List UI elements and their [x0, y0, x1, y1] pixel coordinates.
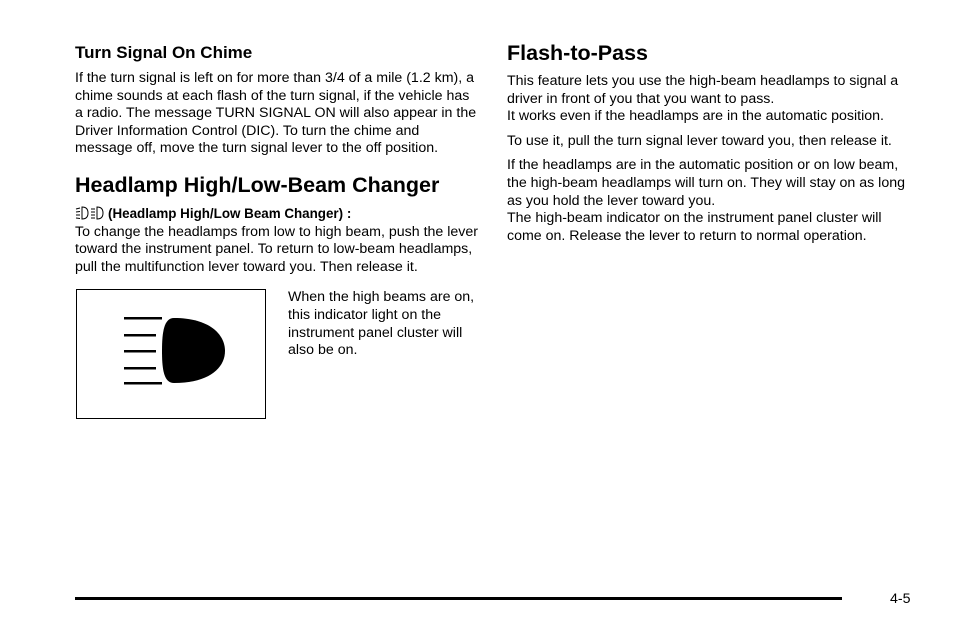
flash-para-1b: It works even if the headlamps are in the automatic position. — [507, 108, 884, 125]
right-column — [507, 40, 912, 252]
indicator-figure — [76, 289, 266, 419]
headlamp-body: To change the headlamps from low to high beam, push the lever toward the instrument panel. To return to low-beam headlamps, pull the multifunction lever toward you. Then release it. — [75, 223, 479, 275]
high-low-beam-icon — [75, 206, 105, 220]
figure-row — [75, 289, 480, 421]
flash-to-pass-heading: Flash-to-Pass — [507, 41, 648, 65]
headlamp-heading: Headlamp High/Low-Beam Changer — [75, 172, 440, 197]
figure-caption: When the high beams are on, this indicator light on the instrument panel cluster will also be on. — [288, 289, 475, 359]
flash-para-2: To use it, pull the turn signal lever toward you, then release it. — [507, 132, 892, 149]
page-number: 4-5 — [890, 591, 911, 607]
flash-para-1a: This feature lets you use the high-beam headlamps to signal a driver in front of you that you want to pass. — [507, 73, 899, 107]
left-column — [75, 40, 480, 421]
flash-para-3 — [507, 157, 912, 245]
high-beam-indicator-icon — [77, 290, 265, 418]
flash-para-1 — [507, 73, 912, 126]
chime-body: If the turn signal is left on for more than 3/4 of a mile (1.2 km), a chime sounds at each flash of the turn signal, if the vehicle has a radio. The message TURN SIGNAL ON will also appear in the Driver Information Control (DIC). To turn the chime and message off, move the turn signal lever to the off position. — [75, 70, 477, 157]
headlamp-symbol-line — [75, 205, 480, 224]
chime-heading: Turn Signal On Chime — [75, 43, 253, 62]
footer-rule — [75, 597, 842, 600]
symbol-label: (Headlamp High/Low Beam Changer) : — [108, 205, 352, 221]
flash-para-3a: If the headlamps are in the automatic position or on low beam, the high-beam headlamps will turn on. They will stay on as long as you hold the lever toward you. — [507, 157, 905, 209]
flash-para-3b: The high-beam indicator on the instrument panel cluster will come on. Release the lever to return to normal operation. — [507, 210, 882, 244]
